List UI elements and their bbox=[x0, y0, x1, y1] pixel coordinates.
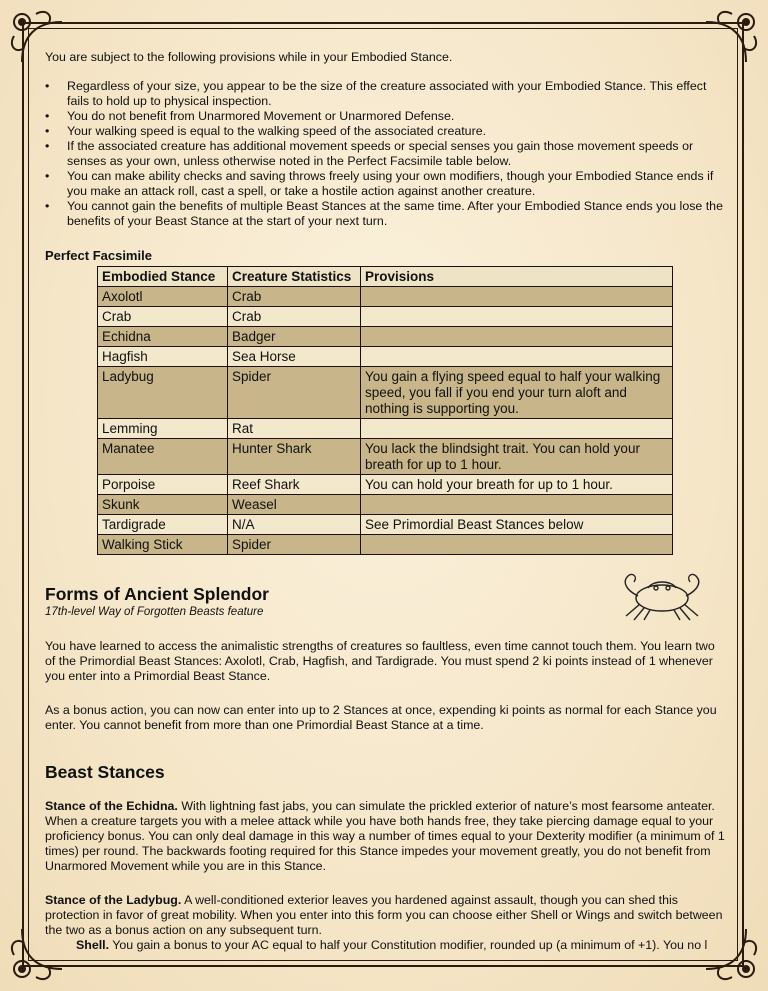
table-row bbox=[98, 475, 673, 495]
table-title: Perfect Facsimile bbox=[45, 248, 152, 263]
page-content bbox=[45, 50, 725, 953]
table-cell: Reef Shark bbox=[228, 475, 361, 495]
list-item: • You can make ability checks and saving throws freely using your own modifiers, though your Embodied Stance ends if you make an attack roll, cast a spell, or take a hostile action against another creature. bbox=[67, 169, 725, 199]
table-row bbox=[98, 367, 673, 419]
column-header: Provisions bbox=[361, 267, 673, 287]
table-cell: Weasel bbox=[228, 495, 361, 515]
table-row bbox=[98, 287, 673, 307]
ladybug-text: A well-conditioned exterior leaves you hardened against assault, though you can shed this protection in favor of great mobility. When you enter into this form you can choose either Shell or Wings and switch between the two as a bonus action on any subsequent turn. bbox=[45, 893, 723, 937]
table-cell: Crab bbox=[228, 287, 361, 307]
section-heading-forms: Forms of Ancient Splendor bbox=[45, 584, 269, 604]
feature-subtitle: 17th-level Way of Forgotten Beasts feature bbox=[45, 606, 264, 618]
echidna-paragraph bbox=[45, 799, 725, 874]
table-row bbox=[98, 495, 673, 515]
list-item: • Regardless of your size, you appear to be the size of the creature associated with your Embodied Stance. This effect fails to hold up to physical inspection. bbox=[67, 79, 725, 109]
provisions-list bbox=[45, 79, 725, 229]
list-item: • You do not benefit from Unarmored Movement or Unarmored Defense. bbox=[67, 109, 725, 124]
table-cell: Porpoise bbox=[98, 475, 228, 495]
column-header: Embodied Stance bbox=[98, 267, 228, 287]
table-row bbox=[98, 515, 673, 535]
table-row bbox=[98, 439, 673, 475]
forms-paragraph-1: You have learned to access the animalistic strengths of creatures so faultless, even time cannot touch them. You learn two of the Primordial Beast Stances: Axolotl, Crab, Hagfish, and Tardigrade. You must spend 2 ki points instead of 1 whenever you enter into a Primordial Beast Stance. bbox=[45, 639, 715, 683]
section-heading-beast-stances: Beast Stances bbox=[45, 762, 165, 782]
shell-paragraph bbox=[45, 938, 725, 953]
table-row bbox=[98, 347, 673, 367]
table-cell: See Primordial Beast Stances below bbox=[361, 515, 673, 535]
table-cell: N/A bbox=[228, 515, 361, 535]
table-cell: Hagfish bbox=[98, 347, 228, 367]
table-cell: Sea Horse bbox=[228, 347, 361, 367]
table-row bbox=[98, 307, 673, 327]
table-cell: Spider bbox=[228, 367, 361, 419]
table-row bbox=[98, 419, 673, 439]
table-cell bbox=[361, 327, 673, 347]
list-item: • You cannot gain the benefits of multiple Beast Stances at the same time. After your Embodied Stance ends you lose the benefits of your Beast Stance at the start of your next turn. bbox=[67, 199, 725, 229]
table-cell: Badger bbox=[228, 327, 361, 347]
intro-text: You are subject to the following provisions while in your Embodied Stance. bbox=[45, 50, 453, 64]
table-cell: Skunk bbox=[98, 495, 228, 515]
ladybug-title: Stance of the Ladybug. bbox=[45, 893, 182, 907]
table-cell: Rat bbox=[228, 419, 361, 439]
column-header: Creature Statistics bbox=[228, 267, 361, 287]
table-cell: You can hold your breath for up to 1 hour. bbox=[361, 475, 673, 495]
table-cell: Walking Stick bbox=[98, 535, 228, 555]
table-cell: Tardigrade bbox=[98, 515, 228, 535]
table-cell bbox=[361, 347, 673, 367]
list-item: • If the associated creature has additional movement speeds or special senses you gain those movement speeds or senses as your own, unless otherwise noted in the Perfect Facsimile table below. bbox=[67, 139, 725, 169]
table-cell bbox=[361, 307, 673, 327]
table-cell bbox=[361, 419, 673, 439]
table-row bbox=[98, 535, 673, 555]
shell-text: You gain a bonus to your AC equal to half your Constitution modifier, rounded up (a minimum of +1). You no l bbox=[109, 938, 708, 952]
shell-title: Shell. bbox=[76, 938, 110, 952]
forms-paragraph-2: As a bonus action, you can now can enter into up to 2 Stances at once, expending ki points as normal for each Stance you enter. You cannot benefit from more than one Primordial Beast Stance at a time. bbox=[45, 703, 717, 732]
table-cell: You lack the blindsight trait. You can hold your breath for up to 1 hour. bbox=[361, 439, 673, 475]
table-cell: Crab bbox=[228, 307, 361, 327]
table-cell: Ladybug bbox=[98, 367, 228, 419]
ladybug-paragraph bbox=[45, 893, 725, 938]
table-header-row bbox=[98, 267, 673, 287]
table-cell: Manatee bbox=[98, 439, 228, 475]
perfect-facsimile-table bbox=[97, 266, 673, 555]
table-cell: Axolotl bbox=[98, 287, 228, 307]
table-cell: Lemming bbox=[98, 419, 228, 439]
list-item: • Your walking speed is equal to the walking speed of the associated creature. bbox=[67, 124, 725, 139]
table-row bbox=[98, 327, 673, 347]
table-cell bbox=[361, 287, 673, 307]
table-cell: You gain a flying speed equal to half your walking speed, you fall if you end your turn aloft and nothing is supporting you. bbox=[361, 367, 673, 419]
table-cell: Crab bbox=[98, 307, 228, 327]
echidna-text: With lightning fast jabs, you can simulate the prickled exterior of nature’s most fearsome anteater. When a creature targets you with a melee attack while you have both hands free, they take piercing damage equal to your proficiency bonus. You can only deal damage in this way a number of times equal to your Dexterity modifier (a minimum of 1 times) per round. The backwards footing required for this Stance impedes your movement greatly, you do not benefit from Unarmored Movement while you are in this Stance. bbox=[45, 799, 725, 873]
table-cell: Hunter Shark bbox=[228, 439, 361, 475]
table-cell bbox=[361, 495, 673, 515]
table-cell: Spider bbox=[228, 535, 361, 555]
table-cell bbox=[361, 535, 673, 555]
echidna-title: Stance of the Echidna. bbox=[45, 799, 178, 813]
table-cell: Echidna bbox=[98, 327, 228, 347]
